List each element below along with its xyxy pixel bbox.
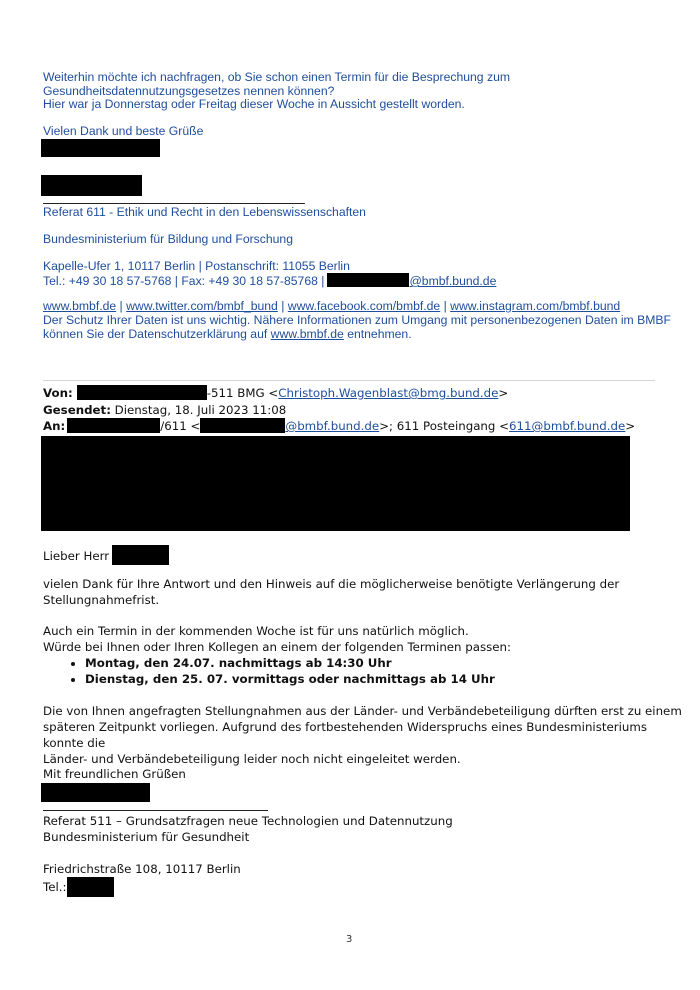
to-label: An: xyxy=(43,419,66,433)
page-number: 3 xyxy=(346,934,353,945)
redaction-block-large xyxy=(41,436,630,531)
text-line: Auch ein Termin in der kommenden Woche ist für uns natürlich möglich. xyxy=(43,624,469,638)
email-link[interactable]: @bmbf.bund.de xyxy=(409,274,497,288)
signature-divider xyxy=(43,810,268,811)
sent-label: Gesendet: xyxy=(43,403,111,417)
mail-separator xyxy=(43,380,655,381)
separator: | xyxy=(277,299,288,313)
social-links xyxy=(43,300,620,314)
privacy-notice xyxy=(43,314,683,341)
redaction-block xyxy=(77,385,207,400)
from-label: Von: xyxy=(43,386,73,400)
text-line: Der Schutz Ihrer Daten ist uns wichtig. Nähere Informationen zum Umgang mit personenbezogenen Daten im BMBF xyxy=(43,313,671,327)
redaction-block xyxy=(327,273,409,287)
ministry-line: Bundesministerium für Gesundheit xyxy=(43,830,250,844)
text-line: Die von Ihnen angefragten Stellungnahmen aus der Länder- und Verbändebeteiligung dürften erst zu einem xyxy=(43,704,682,718)
signature-divider xyxy=(43,203,305,204)
facebook-link[interactable]: www.facebook.com/bmbf.de xyxy=(287,299,441,313)
first-mail-ministry: Bundesministerium für Bildung und Forschung xyxy=(43,232,293,246)
mail-header-sent xyxy=(43,402,286,418)
sent-value: Dienstag, 18. Juli 2023 11:08 xyxy=(114,403,287,417)
bmbf-privacy-link[interactable]: www.bmbf.de xyxy=(270,326,344,341)
text-line: vielen Dank für Ihre Antwort und den Hinweis auf die möglicherweise benötigte Verlängerung der xyxy=(43,577,620,591)
twitter-link[interactable]: www.twitter.com/bmbf_bund xyxy=(126,299,278,313)
to-email-link[interactable]: @bmbf.bund.de xyxy=(285,419,380,433)
salutation xyxy=(43,545,169,565)
posteingang-email-link[interactable]: 611@bmbf.bund.de xyxy=(509,419,626,433)
instagram-link[interactable]: www.instagram.com/bmbf.bund xyxy=(450,299,621,313)
redaction-block xyxy=(41,175,142,196)
privacy-text: können Sie der Datenschutzerklärung auf xyxy=(43,326,268,341)
text-line: Gesundheitsdatennutzungsgesetzes nennen können? xyxy=(43,83,335,98)
text-line: Würde bei Ihnen oder Ihren Kollegen an einem der folgenden Terminen passen: xyxy=(43,640,512,654)
to-text: >; 611 Posteingang < xyxy=(379,419,510,433)
separator: | xyxy=(440,299,451,313)
text-line: Stellungnahmefrist. xyxy=(43,593,160,607)
text-line: Länder- und Verbändebeteiligung leider noch nicht eingeleitet werden. xyxy=(43,752,461,766)
redaction-block xyxy=(112,545,169,565)
text-line: Hier war ja Donnerstag oder Freitag dieser Woche in Aussicht gestellt worden. xyxy=(43,97,465,111)
privacy-text: entnehmen. xyxy=(347,326,412,341)
bracket: > xyxy=(498,386,509,400)
mail-header-to xyxy=(43,418,635,434)
second-mail-tel xyxy=(43,877,114,897)
redaction-block xyxy=(41,783,150,802)
text-line: späteren Zeitpunkt vorliegen. Aufgrund des fortbestehenden Widerspruchs eines Bundesministeriums konnte die xyxy=(43,720,647,750)
redaction-block xyxy=(41,139,160,157)
text-line xyxy=(43,328,683,342)
bracket: > xyxy=(625,419,636,433)
second-mail-address: Friedrichstraße 108, 10117 Berlin xyxy=(43,862,241,876)
list-item: • Dienstag, den 25. 07. vormittags oder nachmittags ab 14 Uhr xyxy=(85,671,663,687)
redaction-block xyxy=(67,418,160,433)
text-line: Weiterhin möchte ich nachfragen, ob Sie schon einen Termin für die Besprechung zum xyxy=(43,70,510,84)
redaction-block xyxy=(200,418,285,433)
appointment-list xyxy=(63,655,663,687)
list-item: • Montag, den 24.07. nachmittags ab 14:30 Uhr xyxy=(85,655,663,671)
first-mail-paragraph xyxy=(43,71,663,112)
mail-header-from xyxy=(43,385,508,401)
body-paragraph-2 xyxy=(43,623,683,655)
body-paragraph-1 xyxy=(43,576,683,608)
first-mail-closing: Vielen Dank und beste Grüße xyxy=(43,124,204,138)
tel-label: Tel.: xyxy=(43,880,67,894)
separator: | xyxy=(116,299,127,313)
second-mail-signature xyxy=(43,813,683,845)
tel-fax: Tel.: +49 30 18 57-5768 | Fax: +49 30 18 57-85768 | xyxy=(43,274,325,288)
first-mail-contact-line xyxy=(43,273,496,289)
second-mail-closing: Mit freundlichen Grüßen xyxy=(43,767,186,781)
first-mail-address: Kapelle-Ufer 1, 10117 Berlin | Postanschrift: 11055 Berlin xyxy=(43,259,350,273)
bmbf-link[interactable]: www.bmbf.de xyxy=(43,299,117,313)
first-mail-referat: Referat 611 - Ethik und Recht in den Lebenswissenschaften xyxy=(43,205,366,219)
from-suffix: -511 BMG < xyxy=(206,386,279,400)
redaction-block xyxy=(67,877,114,897)
to-text: /611 < xyxy=(160,419,201,433)
body-paragraph-3 xyxy=(43,703,688,767)
salutation-text: Lieber Herr xyxy=(43,549,110,563)
referat-line: Referat 511 – Grundsatzfragen neue Technologien und Datennutzung xyxy=(43,814,453,828)
from-email-link[interactable]: Christoph.Wagenblast@bmg.bund.de xyxy=(278,386,499,400)
